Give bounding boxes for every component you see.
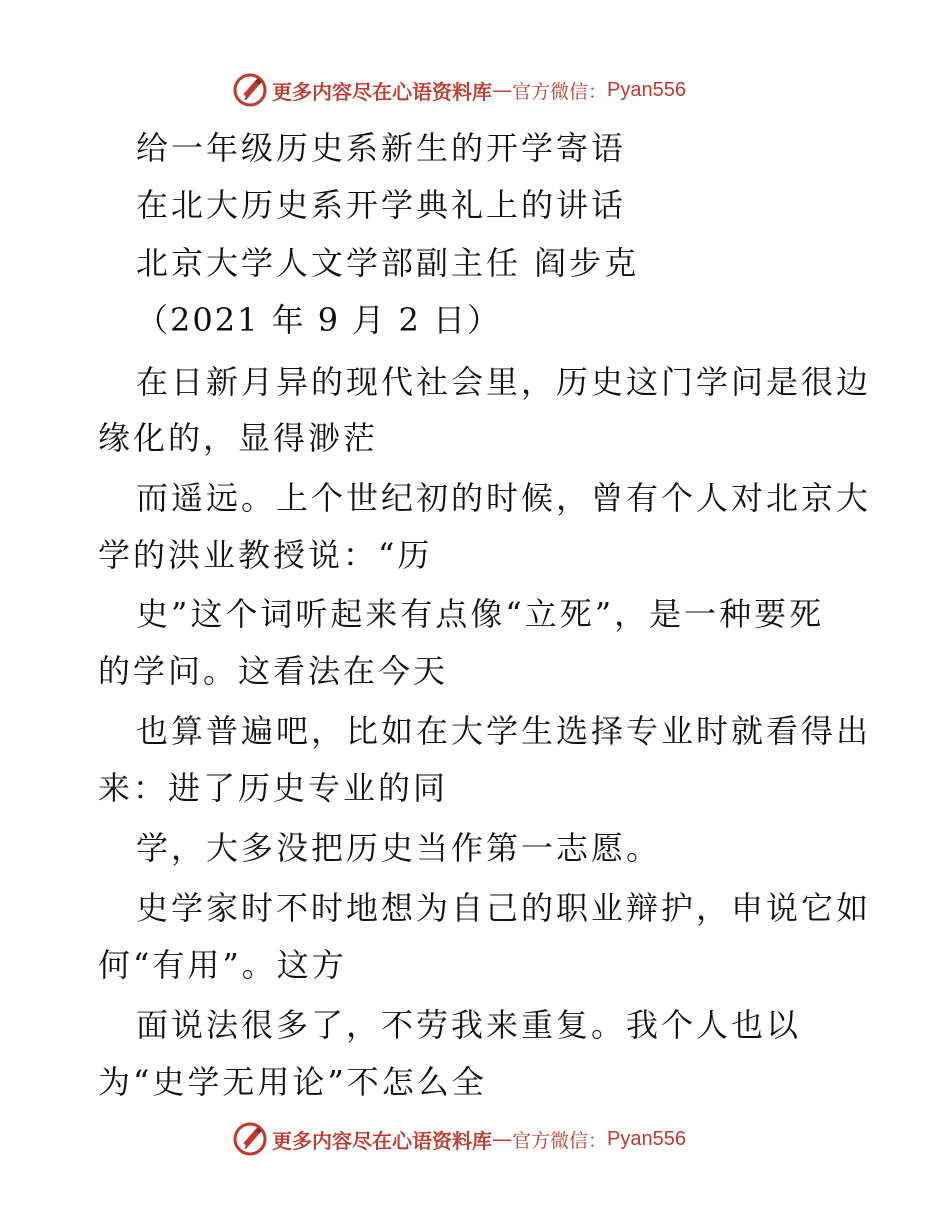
brush-logo-icon — [232, 1121, 268, 1157]
body-line: 面说法很多了，不劳我来重复。我个人也以 — [136, 1006, 802, 1044]
body-line: 为“史学无用论”不怎么全 — [98, 1063, 487, 1101]
watermark-text: 更多内容尽在心语资料库 — [272, 1128, 492, 1153]
watermark-banner-bottom — [232, 1121, 686, 1157]
body-line: 的学问。这看法在今天 — [98, 652, 449, 690]
watermark-text: 更多内容尽在心语资料库 — [272, 79, 492, 104]
watermark-wechat-id: Pyan556 — [607, 1127, 686, 1150]
watermark-wechat-id: Pyan556 — [607, 78, 686, 101]
watermark-dash: — — [492, 1127, 512, 1151]
body-line: 而遥远。上个世纪初的时候，曾有个人对北京大 — [136, 479, 872, 517]
document-author: 北京大学人文学部副主任 阎步克 — [136, 244, 640, 282]
watermark-wechat-label: 官方微信： — [512, 80, 608, 103]
body-line: 来：进了历史专业的同 — [98, 769, 449, 807]
watermark-dash: — — [492, 78, 512, 102]
body-line: 何“有用”。这方 — [98, 946, 347, 984]
document-subtitle: 在北大历史系开学典礼上的讲话 — [136, 186, 627, 224]
body-line: 史学家时不时地想为自己的职业辩护，申说它如 — [136, 889, 872, 927]
document-title: 给一年级历史系新生的开学寄语 — [136, 129, 627, 167]
body-line: 史”这个词听起来有点像“立死”，是一种要死 — [136, 595, 825, 633]
watermark-wechat-label: 官方微信： — [512, 1129, 608, 1152]
document-date: （2021 年 9 月 2 日） — [136, 301, 502, 339]
body-line: 在日新月异的现代社会里，历史这门学问是很边 — [136, 363, 872, 401]
body-line: 缘化的，显得渺茫 — [98, 419, 379, 457]
body-line: 也算普遍吧，比如在大学生选择专业时就看得出 — [136, 712, 872, 750]
body-line: 学的洪业教授说：“历 — [98, 536, 433, 574]
body-line: 学，大多没把历史当作第一志愿。 — [136, 829, 662, 867]
